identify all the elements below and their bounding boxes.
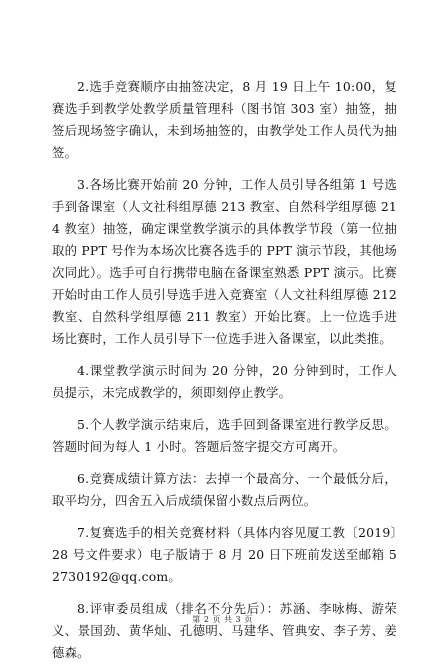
paragraph-item-4: 4.课堂教学演示时间为 20 分钟，20 分钟到时，工作人员提示，未完成教学的，须即刻停止教学。	[52, 363, 397, 400]
paragraph-item-7: 7.复赛选手的相关竞赛材料（具体内容见厦工教〔2019〕28 号文件要求）电子版请于 8 月 20 日下班前发送至邮箱 52730192@qq.com。	[52, 525, 397, 584]
paragraph-item-5: 5.个人教学演示结束后，选手回到备课室进行教学反思。答题时间为每人 1 小时。答题后签字提交方可离开。	[52, 417, 397, 454]
paragraph-item-3: 3.各场比赛开始前 20 分钟，工作人员引导各组第 1 号选手到备课室（人文社科组厚德 213 教室、自然科学组厚德 214 教室）抽签，确定课堂教学演示的具体教学节段（第一位抽取的 PPT 号作为本场次比赛各选手的 PPT 演示节段，其他场次同此）。选手可自行携带电脑在备课室熟悉 PPT 演示。比赛开始时由工作人员引导选手进入竞赛室（人文社科组厚德 212 教室、自然科学组厚德 211 教室）开始比赛。上一位选手进场比赛时，工作人员引导下一位选手进入备课室，以此类推。	[52, 177, 397, 346]
document-body	[52, 76, 397, 664]
page-number-footer: 第 2 页 共 3 页	[192, 615, 253, 624]
paragraph-item-6: 6.竞赛成绩计算方法：去掉一个最高分、一个最低分后，取平均分，四舍五入后成绩保留小数点后两位。	[52, 471, 397, 508]
paragraph-item-8: 8.评审委员组成（排名不分先后）：苏涵、李咏梅、游荣义、景国劲、黄华灿、孔德明、马建华、管典安、李子芳、姜德森。	[52, 601, 397, 660]
paragraph-item-2: 2.选手竞赛顺序由抽签决定，8 月 19 日上午 10:00，复赛选手到教学处教学质量管理科（图书馆 303 室）抽签，抽签后现场签字确认，未到场抽签的，由教学处工作人员代为抽签。	[52, 79, 397, 160]
